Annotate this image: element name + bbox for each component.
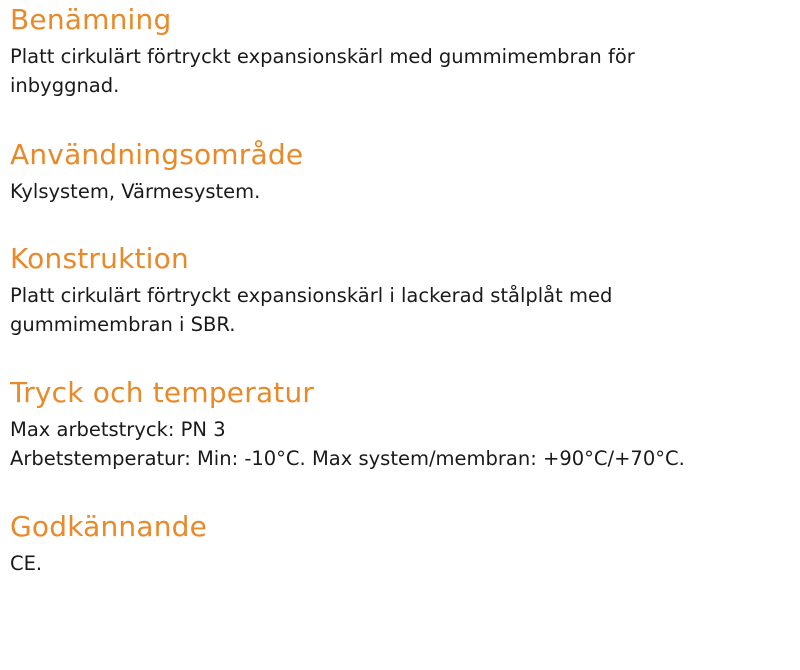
body-line: Max arbetstryck: PN 3 (10, 418, 226, 441)
section-konstruktion (10, 241, 790, 339)
body-line: Arbetstemperatur: Min: -10°C. Max system/membran: +90°C/+70°C. (10, 447, 685, 470)
section-body (10, 177, 790, 206)
body-line: inbyggnad. (10, 74, 120, 97)
section-heading: Godkännande (10, 510, 208, 543)
section-body (10, 415, 790, 473)
section-tryck-och-temperatur (10, 375, 790, 473)
section-godkannande (10, 509, 790, 578)
body-line: Platt cirkulärt förtryckt expansionskärl med gummimembran för (10, 45, 635, 68)
section-body (10, 42, 790, 100)
section-heading: Användningsområde (10, 138, 304, 171)
body-line: Kylsystem, Värmesystem. (10, 180, 261, 203)
body-line: Platt cirkulärt förtryckt expansionskärl i lackerad stålplåt med (10, 284, 613, 307)
section-benamning (10, 0, 790, 100)
section-anvandningsomrade (10, 137, 790, 206)
section-heading: Benämning (10, 3, 172, 36)
body-line: gummimembran i SBR. (10, 313, 236, 336)
section-body (10, 281, 790, 339)
section-heading: Konstruktion (10, 242, 189, 275)
body-line: CE. (10, 552, 43, 575)
section-body (10, 549, 790, 578)
section-heading: Tryck och temperatur (10, 376, 315, 409)
